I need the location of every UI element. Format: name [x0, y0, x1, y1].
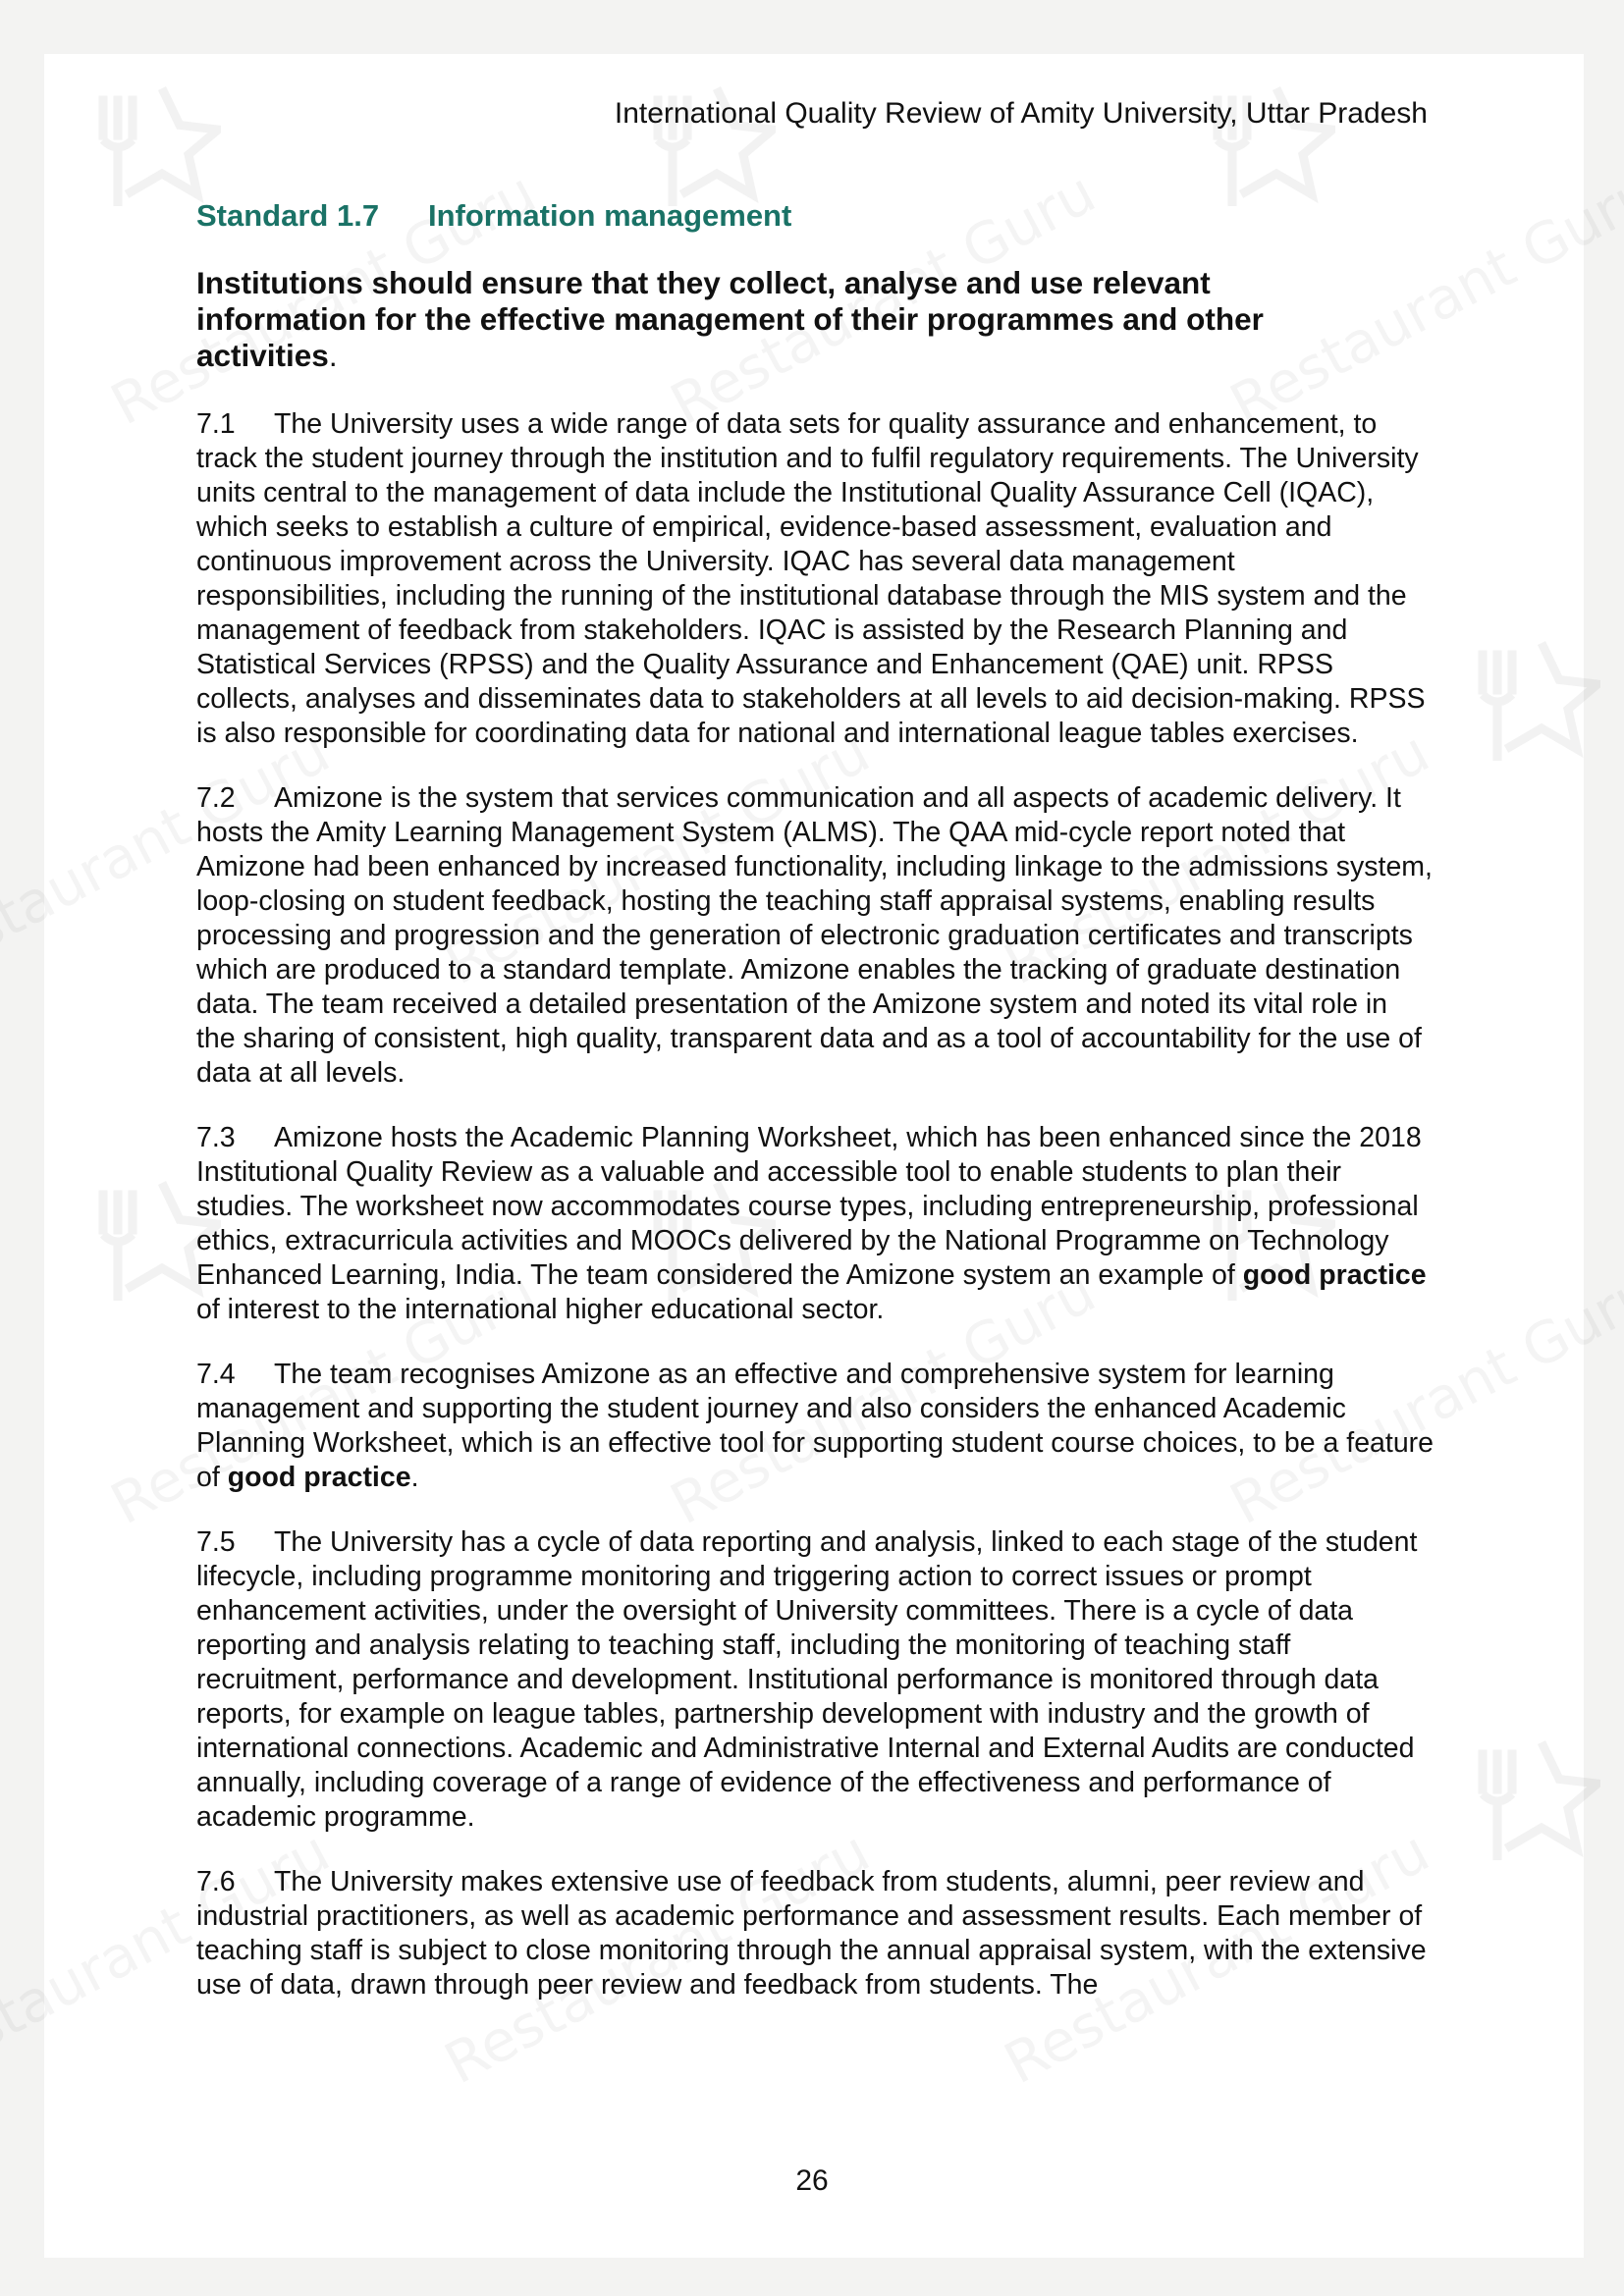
paragraph-number: 7.6: [196, 1866, 236, 1897]
standard-expectation: [196, 265, 1335, 374]
expectation-period: .: [328, 338, 338, 373]
paragraph-text-end: .: [410, 1462, 419, 1493]
paragraph-text: Amizone is the system that services communication and all aspects of academic delivery. It hosts the Amity Learning Management System (ALMS). The QAA mid-cycle report noted that Amizone had been enhanced by increased functionality, including linkage to the admissions system, loop-closing on student feedback, hosting the teaching staff appraisal systems, enabling results processing and progression and the generation of electronic graduation certificates and transcripts which are produced to a standard template. Amizone enables the tracking of graduate destination data. The team received a detailed presentation of the Amizone system and noted its vital role in the sharing of consistent, high quality, transparent data and as a tool of accountability for the use of data at all levels.: [196, 782, 1433, 1089]
paragraph-number: 7.2: [196, 782, 236, 814]
page-number: 26: [795, 2164, 829, 2197]
standard-heading: [196, 196, 791, 236]
paragraph-number: 7.4: [196, 1359, 236, 1390]
good-practice-emphasis: good practice: [227, 1462, 411, 1493]
paragraph-number: 7.3: [196, 1122, 236, 1153]
paragraph-text-end: of interest to the international higher educational sector.: [196, 1294, 885, 1325]
paragraph-7-4: [196, 1358, 1434, 1495]
standard-number: Standard 1.7: [196, 198, 380, 233]
expectation-text: Institutions should ensure that they collect, analyse and use relevant information for the effective management of their programmes and other activities: [196, 265, 1264, 373]
paragraph-number: 7.1: [196, 408, 236, 440]
paragraph-text: The team recognises Amizone as an effective and comprehensive system for learning management and supporting the student journey and also considers the enhanced Academic Planning Worksheet, which is an effective tool for supporting student course choices, to be a feature of: [196, 1359, 1435, 1493]
good-practice-emphasis: good practice: [1242, 1259, 1427, 1291]
paragraph-text: Amizone hosts the Academic Planning Worksheet, which has been enhanced since the 2018 Institutional Quality Review as a valuable and accessible tool to enable students to plan their studies. The worksheet now accommodates course types, including entrepreneurship, professional ethics, extracurricula activities and MOOCs delivered by the National Programme on Technology Enhanced Learning, India. The team considered the Amizone system an example of: [196, 1122, 1422, 1291]
paragraph-number: 7.5: [196, 1526, 236, 1558]
paragraph-text: The University makes extensive use of feedback from students, alumni, peer review and industrial practitioners, as well as academic performance and assessment results. Each member of teaching staff is subject to close monitoring through the annual appraisal system, with the extensive use of data, drawn through peer review and feedback from students. The: [196, 1866, 1427, 2001]
paragraph-7-1: [196, 407, 1434, 751]
standard-title: Information management: [428, 198, 792, 233]
paragraph-7-6: [196, 1865, 1434, 2002]
paragraph-7-3: [196, 1121, 1434, 1327]
paragraph-7-2: [196, 781, 1434, 1091]
paragraph-text: The University has a cycle of data reporting and analysis, linked to each stage of the student lifecycle, including programme monitoring and triggering action to correct issues or prompt enhancement activities, under the oversight of University committees. There is a cycle of data reporting and analysis relating to teaching staff, including the monitoring of teaching staff recruitment, performance and development. Institutional performance is monitored through data reports, for example on league tables, partnership development with industry and the growth of international connections. Academic and Administrative Internal and External Audits are conducted annually, including coverage of a range of evidence of the effectiveness and performance of academic programme.: [196, 1526, 1418, 1833]
running-header: International Quality Review of Amity University, Uttar Pradesh: [614, 97, 1428, 130]
paragraph-text: The University uses a wide range of data sets for quality assurance and enhancement, to track the student journey through the institution and to fulfil regulatory requirements. The University units central to the management of data include the Institutional Quality Assurance Cell (IQAC), which seeks to establish a culture of empirical, evidence-based assessment, evaluation and continuous improvement across the University. IQAC has several data management responsibilities, including the running of the institutional database through the MIS system and the management of feedback from stakeholders. IQAC is assisted by the Research Planning and Statistical Services (RPSS) and the Quality Assurance and Enhancement (QAE) unit. RPSS collects, analyses and disseminates data to stakeholders at all levels to aid decision-making. RPSS is also responsible for coordinating data for national and international league tables exercises.: [196, 408, 1426, 749]
body-text: [196, 407, 1434, 2033]
paragraph-7-5: [196, 1525, 1434, 1835]
